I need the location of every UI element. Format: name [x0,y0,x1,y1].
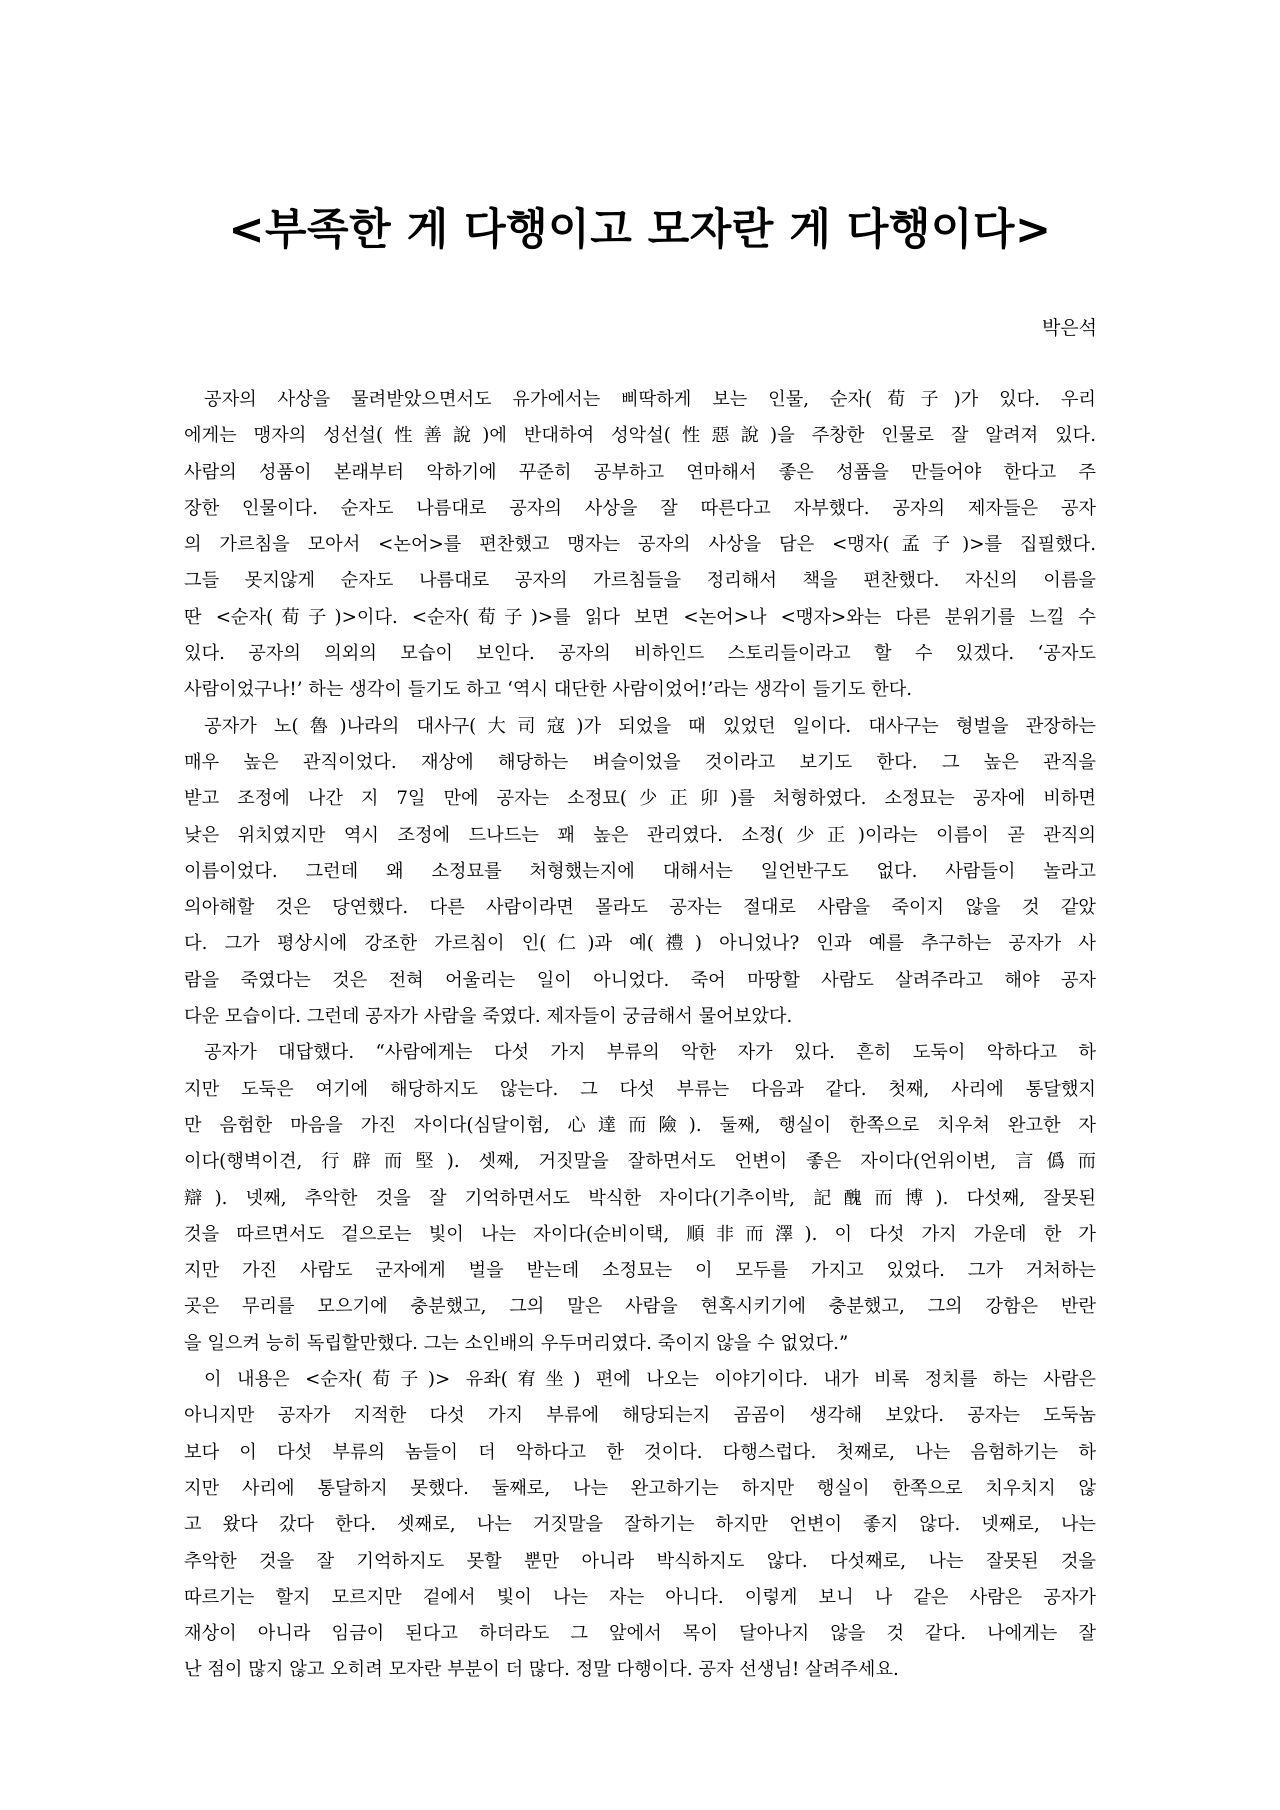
body-paragraph [184,1035,1096,1362]
text-line: 낮은 위치였지만 역시 조정에 드나드는 꽤 높은 관리였다. 소정(少正)이라는 이름이 곧 관직의 [184,824,1096,846]
text-line: 매우 높은 관직이었다. 재상에 해당하는 벼슬이었을 것이라고 보기도 한다. 그 높은 관직을 [184,751,1096,773]
text-line: 곳은 무리를 모으기에 충분했고, 그의 말은 사람을 현혹시키기에 충분했고, 그의 강함은 반란 [184,1296,1096,1318]
text-line: 공자가 노(魯)나라의 대사구(大司寇)가 되었을 때 있었던 일이다. 대사구는 형벌을 관장하는 [204,715,1096,737]
text-line: 딴 <순자(荀子)>이다. <순자(荀子)>를 읽다 보면 <논어>나 <맹자>와는 다른 분위기를 느낄 수 [184,606,1096,628]
text-line: 지만 가진 사람도 군자에게 벌을 받는데 소정묘는 이 모두를 가지고 있었다. 그가 거처하는 [184,1260,1096,1282]
text-line: 재상이 아니라 임금이 된다고 하더라도 그 앞에서 목이 달아나지 않을 것 같다. 나에게는 잘 [184,1623,1096,1645]
body-paragraph [184,1362,1096,1689]
document-body [184,382,1096,1689]
text-line: 장한 인물이다. 순자도 나름대로 공자의 사상을 잘 따른다고 자부했다. 공자의 제자들은 공자 [184,497,1096,519]
text-line: 공자가 대답했다. “사람에게는 다섯 가지 부류의 악한 자가 있다. 흔히 도둑이 악하다고 하 [204,1042,1096,1064]
text-line: 그들 못지않게 순자도 나름대로 공자의 가르침들을 정리해서 책을 편찬했다. 자신의 이름을 [184,570,1096,592]
text-line: 이름이었다. 그런데 왜 소정묘를 처형했는지에 대해서는 일언반구도 없다. 사람들이 놀라고 [184,860,1096,882]
text-line: 것을 따르면서도 겉으로는 빛이 나는 자이다(순비이택, 順非而澤). 이 다섯 가지 가운데 한 가 [184,1223,1096,1245]
body-paragraph [184,709,1096,1036]
text-line: 받고 조정에 나간 지 7일 만에 공자는 소정묘(少正卯)를 처형하였다. 소정묘는 공자에 비하면 [184,788,1096,810]
text-line: 아니지만 공자가 지적한 다섯 가지 부류에 해당되는지 곰곰이 생각해 보았다. 공자는 도둑놈 [184,1405,1096,1427]
text-line: 다운 모습이다. 그런데 공자가 사람을 죽였다. 제자들이 궁금해서 물어보았다. [184,1006,793,1028]
text-line: 있다. 공자의 의외의 모습이 보인다. 공자의 비하인드 스토리들이라고 할 수 있겠다. ‘공자도 [184,643,1096,665]
text-line: 따르기는 할지 모르지만 겉에서 빛이 나는 자는 아니다. 이렇게 보니 나 같은 사람은 공자가 [184,1586,1096,1608]
text-line: 추악한 것을 잘 기억하지도 못할 뿐만 아니라 박식하지도 않다. 다섯째로, 나는 잘못된 것을 [184,1550,1096,1572]
text-line: 공자의 사상을 물려받았으면서도 유가에서는 삐딱하게 보는 인물, 순자(荀子)가 있다. 우리 [204,389,1096,410]
text-line: 에게는 맹자의 성선설(性善說)에 반대하여 성악설(性惡說)을 주창한 인물로 잘 알려져 있다. [184,425,1096,447]
text-line: 보다 이 다섯 부류의 놈들이 더 악하다고 한 것이다. 다행스럽다. 첫째로, 나는 음험하기는 하 [184,1441,1096,1463]
text-line: 지만 사리에 통달하지 못했다. 둘째로, 나는 완고하기는 하지만 행실이 한쪽으로 치우치지 않 [184,1477,1096,1499]
text-line: 람을 죽였다는 것은 전혀 어울리는 일이 아니었다. 죽어 마땅할 사람도 살려주라고 해야 공자 [184,969,1096,991]
body-paragraph [184,382,1096,709]
text-line: 辯). 넷째, 추악한 것을 잘 기억하면서도 박식한 자이다(기추이박, 記醜而博). 다섯째, 잘못된 [184,1187,1096,1209]
text-line: 이 내용은 <순자(荀子)> 유좌(宥坐) 편에 나오는 이야기이다. 내가 비록 정치를 하는 사람은 [204,1369,1096,1391]
text-line: 지만 도둑은 여기에 해당하지도 않는다. 그 다섯 부류는 다음과 같다. 첫째, 사리에 통달했지 [184,1078,1096,1100]
text-line: 난 점이 많지 않고 오히려 모자란 부분이 더 많다. 정말 다행이다. 공자 선생님! 살려주세요. [184,1659,899,1681]
document-title: <부족한 게 다행이고 모자란 게 다행이다> [228,205,1052,255]
text-line: 의아해할 것은 당연했다. 다른 사람이라면 몰라도 공자는 절대로 사람을 죽이지 않을 것 같았 [184,897,1096,919]
text-line: 고 왔다 갔다 한다. 셋째로, 나는 거짓말을 잘하기는 하지만 언변이 좋지 않다. 넷째로, 나는 [184,1514,1096,1536]
author-name: 박은석 [1041,317,1097,339]
text-line: 만 음험한 마음을 가진 자이다(심달이험, 心達而險). 둘째, 행실이 한쪽으로 치우쳐 완고한 자 [184,1114,1096,1136]
text-line: 사람이었구나!’ 하는 생각이 들기도 하고 ‘역시 대단한 사람이었어!’라는 생각이 들기도 한다. [184,679,913,701]
text-line: 다. 그가 평상시에 강조한 가르침이 인(仁)과 예(禮) 아니었나? 인과 예를 추구하는 공자가 사 [184,933,1096,955]
text-line: 사람의 성품이 본래부터 악하기에 꾸준히 공부하고 연마해서 좋은 성품을 만들어야 한다고 주 [184,461,1096,483]
text-line: 의 가르침을 모아서 <논어>를 편찬했고 맹자는 공자의 사상을 담은 <맹자(孟子)>를 집필했다. [184,534,1096,556]
text-line: 을 일으켜 능히 독립할만했다. 그는 소인배의 우두머리였다. 죽이지 않을 수 없었다.” [184,1332,849,1354]
text-line: 이다(행벽이견, 行辟而堅). 셋째, 거짓말을 잘하면서도 언변이 좋은 자이다(언위이변, 言僞而 [184,1151,1096,1173]
